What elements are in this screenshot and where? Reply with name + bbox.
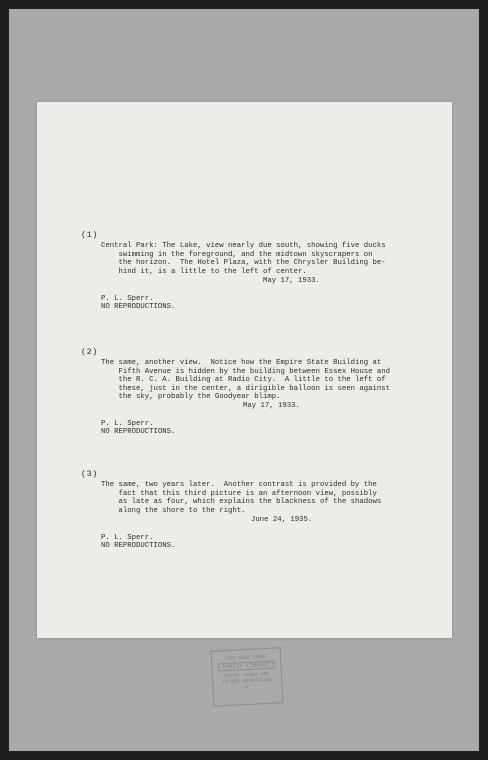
description-line: along the shore to the right.: [101, 506, 246, 515]
credit-block: [101, 295, 175, 312]
entry-description: [101, 242, 431, 276]
entry-description: [101, 359, 431, 402]
description-line: fact that this third picture is an afternoon view, possibly: [101, 489, 377, 498]
credit-block: [101, 420, 175, 437]
description-line: hind it, is a little to the left of center.: [101, 267, 307, 276]
reproduction-notice: NO REPRODUCTIONS.: [101, 303, 176, 312]
description-line: Fifth Avenue is hidden by the building between Essex House and: [101, 367, 391, 376]
description-line: these, just in the center, a dirigible balloon is seen against: [101, 384, 391, 393]
photographer-name: P. L. Sperr.: [101, 420, 154, 428]
entry-number: (3): [81, 469, 98, 479]
description-line: Central Park: The Lake, view nearly due south, showing five ducks: [101, 242, 386, 250]
description-line: The same, two years later. Another contrast is provided by the: [101, 481, 377, 489]
photographer-name: P. L. Sperr.: [101, 295, 154, 303]
library-stamp: THE NEW YORK PUBLIC LIBRARY ASTOR, LENOX AND TILDEN FOUNDATIONS R: [211, 647, 284, 707]
credit-block: [101, 534, 175, 551]
description-line: the R. C. A. Building at Radio City. A little to the left of: [101, 376, 386, 385]
photographer-name: P. L. Sperr.: [101, 534, 154, 542]
entry-description: [101, 481, 431, 515]
reproduction-notice: NO REPRODUCTIONS.: [101, 542, 176, 551]
entry-number: (2): [81, 347, 98, 357]
description-line: The same, another view. Notice how the Empire State Building at: [101, 359, 382, 367]
entry-number: (1): [81, 230, 98, 240]
entry-date: May 17, 1933.: [263, 277, 320, 285]
reproduction-notice: NO REPRODUCTIONS.: [101, 428, 176, 437]
description-line: the horizon. The Hotel Plaza, with the Chrysler Building be-: [101, 259, 386, 268]
document-page: [37, 102, 452, 638]
description-line: the sky, probably the Goodyear blimp.: [101, 393, 281, 402]
description-line: as late as four, which explains the blackness of the shadows: [101, 498, 382, 507]
description-line: swimming in the foreground, and the midtown skyscrapers on: [101, 250, 373, 259]
entry-date: June 24, 1935.: [251, 516, 313, 524]
entry-date: May 17, 1933.: [243, 402, 300, 410]
